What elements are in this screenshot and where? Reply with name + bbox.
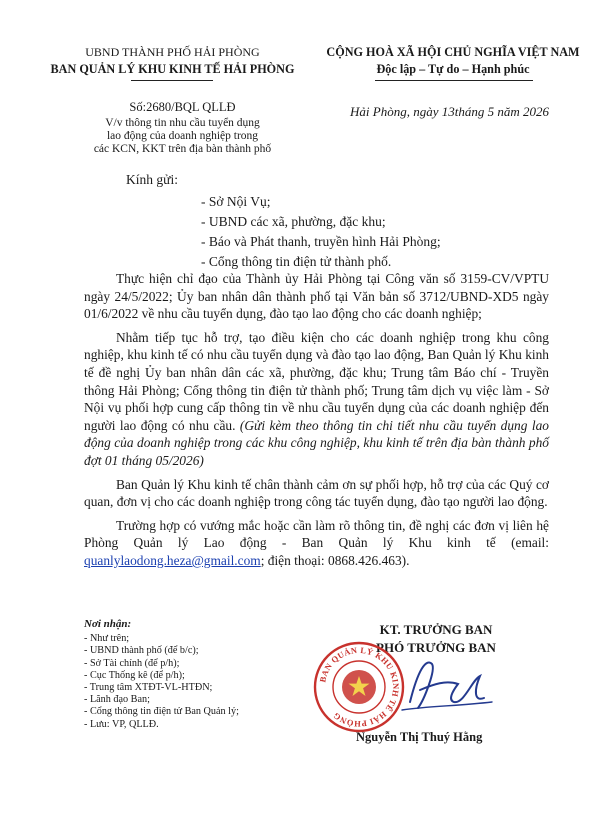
- distribution-item: - Lưu: VP, QLLĐ.: [84, 718, 159, 730]
- issuer-parent: UBND THÀNH PHỐ HẢI PHÒNG: [85, 45, 260, 59]
- subject-line: các KCN, KKT trên địa bàn thành phố: [93, 143, 272, 155]
- national-motto: Độc lập – Tự do – Hạnh phúc: [376, 62, 530, 76]
- body-paragraph: [84, 329, 549, 470]
- attachment-note: (Gửi kèm theo thông tin chi tiết nhu cầu tuyển dụng lao động của doanh nghiệp trong các khu công nghiệp, khu kinh tế trên địa bàn thành phố đợt 01 tháng 05/2026): [84, 417, 549, 468]
- issuer-underline: [131, 80, 213, 81]
- signer-authority: KT. TRƯỞNG BAN: [379, 622, 493, 637]
- seal-text: BAN QUẢN LÝ KHU KINH TẾ HẢI PHÒNG: [318, 645, 401, 729]
- body-paragraph: Ban Quản lý Khu kinh tế chân thành cảm ơn sự phối hợp, hỗ trợ của các Quý cơ quan, đơn vị cho các doanh nghiệp trong công tác tuyển dụng, đào tạo người lao động.: [84, 476, 549, 510]
- letter-body: [84, 270, 549, 576]
- distribution-item: - Trung tâm XTĐT-VL-HTĐN;: [84, 682, 213, 694]
- distribution-item: - Như trên;: [84, 633, 130, 645]
- recipient-item: - Cổng thông tin điện tử thành phố.: [201, 254, 392, 269]
- salutation: Kính gửi:: [126, 172, 178, 187]
- recipient-item: - UBND các xã, phường, đặc khu;: [201, 214, 386, 229]
- recipient-item: - Sở Nội Vụ;: [201, 194, 271, 209]
- motto-underline: [375, 80, 533, 81]
- issuer-name: BAN QUẢN LÝ KHU KINH TẾ HẢI PHÒNG: [50, 62, 295, 76]
- distribution-item: - Cổng thông tin điện tử Ban Quản lý;: [84, 706, 239, 718]
- subject-line: V/v thông tin nhu cầu tuyển dụng: [105, 117, 260, 129]
- distribution-list: [84, 618, 324, 731]
- document-date: Hải Phòng, ngày 13tháng 5 năm 2026: [350, 104, 549, 119]
- distribution-item: - Sở Tài chính (để p/h);: [84, 657, 180, 669]
- distribution-item: - UBND thành phố (để b/c);: [84, 645, 199, 657]
- distribution-title: Nơi nhận:: [84, 618, 132, 630]
- national-title: CỘNG HOÀ XÃ HỘI CHỦ NGHĨA VIỆT NAM: [326, 45, 580, 59]
- distribution-item: - Lãnh đạo Ban;: [84, 694, 150, 706]
- issuer-header: [30, 44, 315, 78]
- national-header: [318, 44, 588, 78]
- handwritten-signature: [388, 650, 508, 720]
- signer-name: Nguyễn Thị Thuý Hằng: [356, 730, 483, 744]
- distribution-item: - Cục Thống kê (để p/h);: [84, 669, 185, 681]
- signer-title: PHÓ TRƯỞNG BAN: [376, 640, 496, 655]
- recipient-list: [201, 192, 441, 272]
- recipient-item: - Báo và Phát thanh, truyền hình Hải Phòng;: [201, 234, 441, 249]
- contact-text: Trường hợp có vướng mắc hoặc cần làm rõ thông tin, đề nghị các đơn vị liên hệ Phòng Quản lý Lao động - Ban Quản lý Khu kinh tế (email:: [84, 517, 549, 551]
- contact-phone: ; điện thoại: 0868.426.463).: [260, 552, 410, 568]
- document-number: Số:2680/BQL QLLĐ: [129, 100, 236, 114]
- body-paragraph: [84, 517, 549, 570]
- body-paragraph: Thực hiện chỉ đạo của Thành ủy Hải Phòng tại Công văn số 3159-CV/VPTU ngày 24/5/2022; Ủy ban nhân dân thành phố tại Văn bản số 3712/UBND-XD5 ngày 01/6/2022 về nhu cầu tuyển dụng, đào tạo lao động cho các doanh nghiệp;: [84, 271, 549, 322]
- contact-email-link[interactable]: quanlylaodong.heza@gmail.com: [84, 552, 261, 568]
- subject-line: lao động của doanh nghiệp trong: [106, 130, 259, 142]
- body-text: Nhằm tiếp tục hỗ trợ, tạo điều kiện cho các doanh nghiệp trong khu công nghiệp, khu kinh tế có nhu cầu tuyển dụng và đào tạo lao động, Ban Quản lý Khu kinh tế đề nghị Ủy ban nhân dân các xã, phường, đặc khu; Trung tâm Báo chí - Truyền thông Hải Phòng; Cổng thông tin điện tử thành phố; Trung tâm dịch vụ việc làm - Sở Nội vụ phối hợp cung cấp thông tin về nhu cầu tuyển dụng của các doanh nghiệp đến người lao động có nhu cầu.: [84, 329, 549, 433]
- document-reference: [40, 101, 325, 156]
